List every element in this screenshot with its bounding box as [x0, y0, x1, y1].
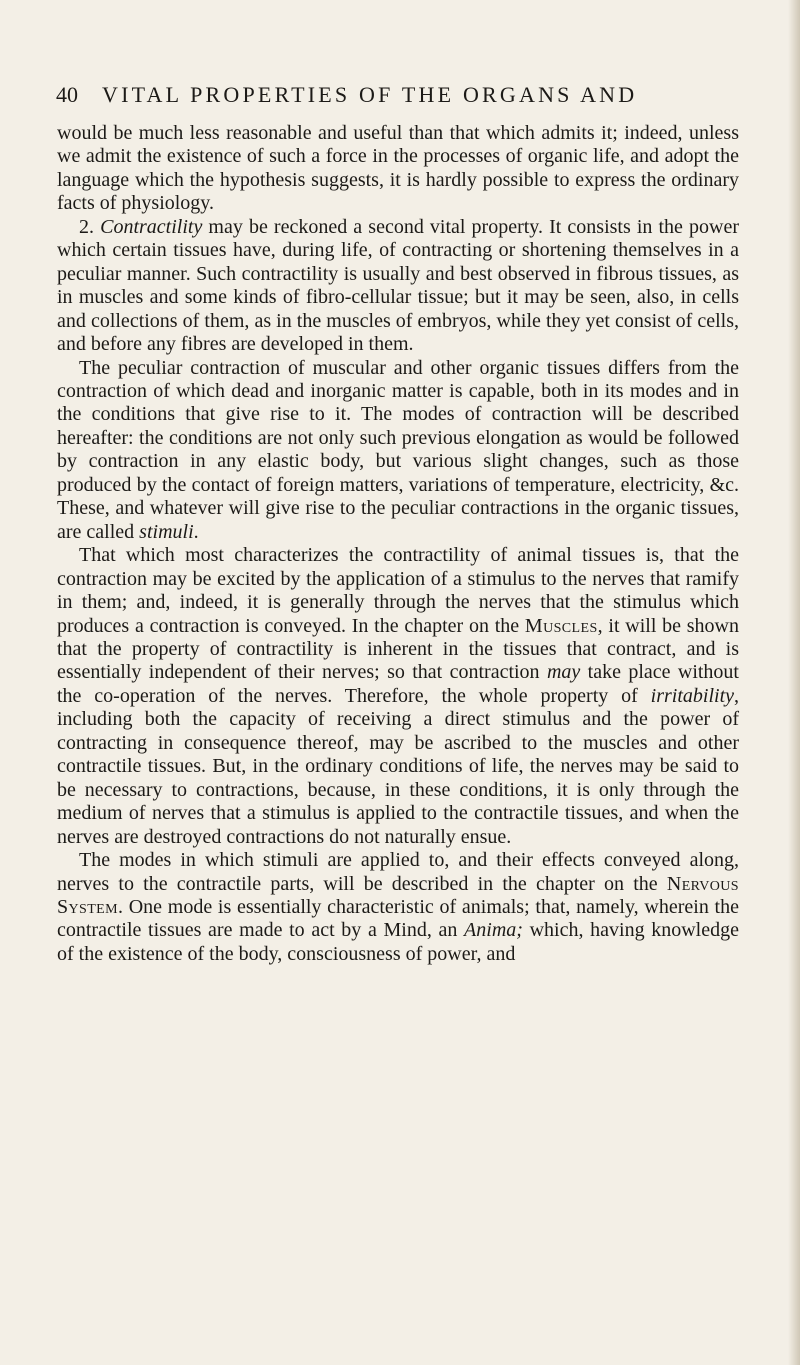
paragraph-2	[57, 216, 739, 357]
page-edge-shadow	[788, 0, 800, 1365]
term-stimuli: stimuli	[139, 520, 194, 543]
term-anima: Anima;	[464, 919, 523, 942]
paragraph-1: would be much less reasonable and useful than that which admits it; indeed, unless we admit the existence of such a force in the processes of organic life, and adopt the language which the hypothesis suggests, it is hardly possible to express the ordinary facts of physiology.	[57, 122, 739, 215]
paragraph-4-text-d: , including both the capacity of receiving a direct stimulus and the power of contracting in consequence thereof, may be ascribed to the muscles and other contractile tissues. But, in the ordinary conditions of life, the nerves may be said to be necessary to contractions, because, in these conditions, it is only through the medium of nerves that a stimulus is applied to the contractile tissues, and when the nerves are destroyed contractions do not naturally ensue.	[57, 684, 739, 848]
paragraph-5-text-b: . One mode is essentially characteristic of animals; that, namely, wherein the contractile tissues are made to act by a Mind, an	[57, 895, 739, 942]
cross-reference-nervous-system: Nervous System	[57, 872, 739, 918]
page-number: 40	[56, 82, 78, 107]
paragraph-5	[57, 849, 739, 966]
paragraph-4-text-a: That which most characterizes the contractility of animal tissues is, that the contraction may be excited by the application of a stimulus to the nerves that ramify in them; and, indeed, it is generally through the nerves that the stimulus which produces a contraction is conveyed. In the chapter on the	[57, 544, 739, 637]
paragraph-2-text: may be reckoned a second vital property. It consists in the power which certain tissues have, during life, of contracting or shortening themselves in a peculiar manner. Such contractility is usually and best observed in fibrous tissues, as in muscles and some kinds of fibro-cellular tissue; but it may be seen, also, in cells and collections of them, as in the muscles of embryos, while they yet consist of cells, and before any fibres are developed in them.	[57, 215, 740, 356]
paragraph-4	[57, 544, 739, 849]
paragraph-4-text-b: , it will be shown that the property of contractility is inherent in the tissues that contract, and is essentially independent of their nerves; so that contraction	[57, 614, 739, 684]
term-irritability: irritability	[650, 684, 734, 707]
running-header	[56, 78, 756, 112]
body-text	[57, 122, 739, 966]
emphasis-may: may	[546, 661, 581, 684]
paragraph-3-text: The peculiar contraction of muscular and other organic tissues differs from the contraction of which dead and inorganic matter is capable, both in its modes and in the conditions that give rise to it. The modes of contraction will be described hereafter: the conditions are not only such previous elongation as would be followed by contraction in any elastic body, but various slight changes, such as those produced by the contact of foreign matters, variations of temperature, electricity, &c. These, and whatever will give rise to the peculiar contractions in the organic tissues, are called	[57, 356, 739, 543]
paragraph-5-text-a: The modes in which stimuli are applied to, and their effects conveyed along, nerves to the contractile parts, will be described in the chapter on the	[57, 849, 739, 895]
paragraph-5-text-c: which, having knowledge of the existence of the body, consciousness of power, and	[57, 919, 739, 965]
paragraph-3-end: .	[193, 520, 199, 543]
term-contractility: Contractility	[100, 215, 203, 238]
cross-reference-muscles: Muscles	[524, 614, 598, 637]
paragraph-4-text-c: take place without the co-operation of the nerves. Therefore, the whole property of	[57, 661, 739, 707]
item-number: 2.	[79, 215, 101, 238]
running-title: VITAL PROPERTIES OF THE ORGANS AND	[102, 82, 638, 107]
paragraph-3	[57, 357, 739, 545]
